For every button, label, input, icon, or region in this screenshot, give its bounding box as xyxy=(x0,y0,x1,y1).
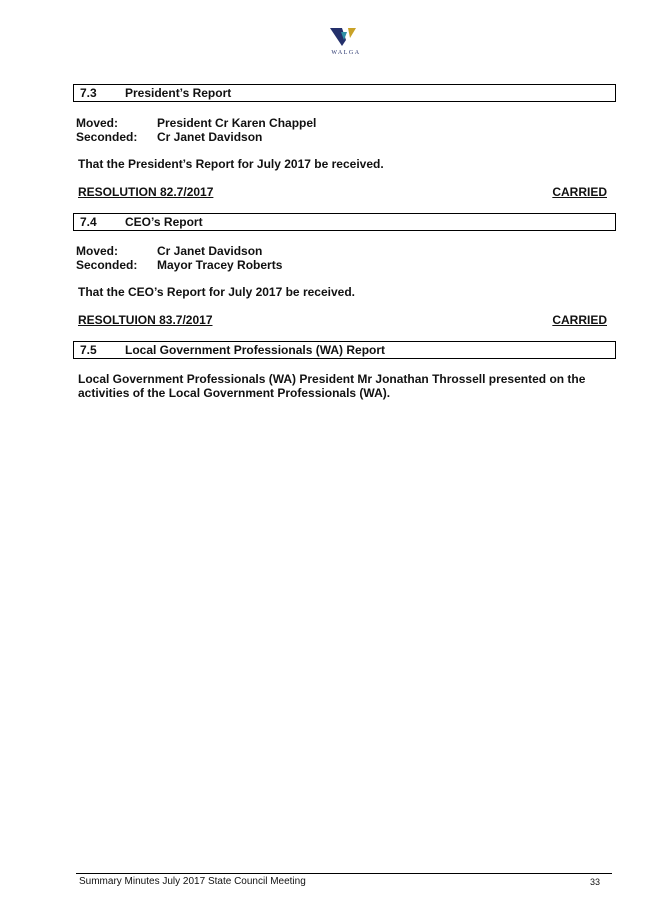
motion-text: That the President’s Report for July 2017 be received. xyxy=(78,157,384,171)
seconded-value: Cr Janet Davidson xyxy=(157,130,263,144)
page-number: 33 xyxy=(589,877,600,887)
resolution-line xyxy=(78,185,607,199)
resolution-status: CARRIED xyxy=(552,185,607,199)
seconded-line xyxy=(76,258,282,272)
seconded-line xyxy=(76,130,262,144)
motion-text: That the CEO’s Report for July 2017 be received. xyxy=(78,285,355,299)
resolution-status: CARRIED xyxy=(552,313,607,327)
resolution-line xyxy=(78,313,607,327)
footer-divider xyxy=(76,873,612,874)
seconded-label: Seconded: xyxy=(76,258,138,272)
section-header-7-5 xyxy=(73,341,616,359)
seconded-label: Seconded: xyxy=(76,130,138,144)
logo-text: WALGA xyxy=(331,50,361,56)
section-title: CEO’s Report xyxy=(125,215,203,229)
resolution-number: RESOLUTION 82.7/2017 xyxy=(78,185,214,199)
section-body: Local Government Professionals (WA) President Mr Jonathan Throssell presented on the activities of the Local Government Professionals (WA). xyxy=(78,372,586,400)
section-title: President’s Report xyxy=(125,86,232,100)
moved-line xyxy=(76,244,262,258)
seconded-value: Mayor Tracey Roberts xyxy=(157,258,283,272)
moved-value: Cr Janet Davidson xyxy=(157,244,263,258)
resolution-number: RESOLTUION 83.7/2017 xyxy=(78,313,213,327)
section-number: 7.3 xyxy=(80,86,97,100)
section-title: Local Government Professionals (WA) Report xyxy=(125,343,386,357)
moved-line xyxy=(76,116,316,130)
walga-logo-mark-icon xyxy=(330,26,362,48)
moved-label: Moved: xyxy=(76,244,118,258)
section-number: 7.5 xyxy=(80,343,97,357)
moved-value: President Cr Karen Chappel xyxy=(157,116,317,130)
section-header-7-3 xyxy=(73,84,616,102)
section-number: 7.4 xyxy=(80,215,97,229)
walga-logo xyxy=(324,26,368,62)
footer-text: Summary Minutes July 2017 State Council Meeting xyxy=(79,876,306,887)
moved-label: Moved: xyxy=(76,116,118,130)
section-header-7-4 xyxy=(73,213,616,231)
